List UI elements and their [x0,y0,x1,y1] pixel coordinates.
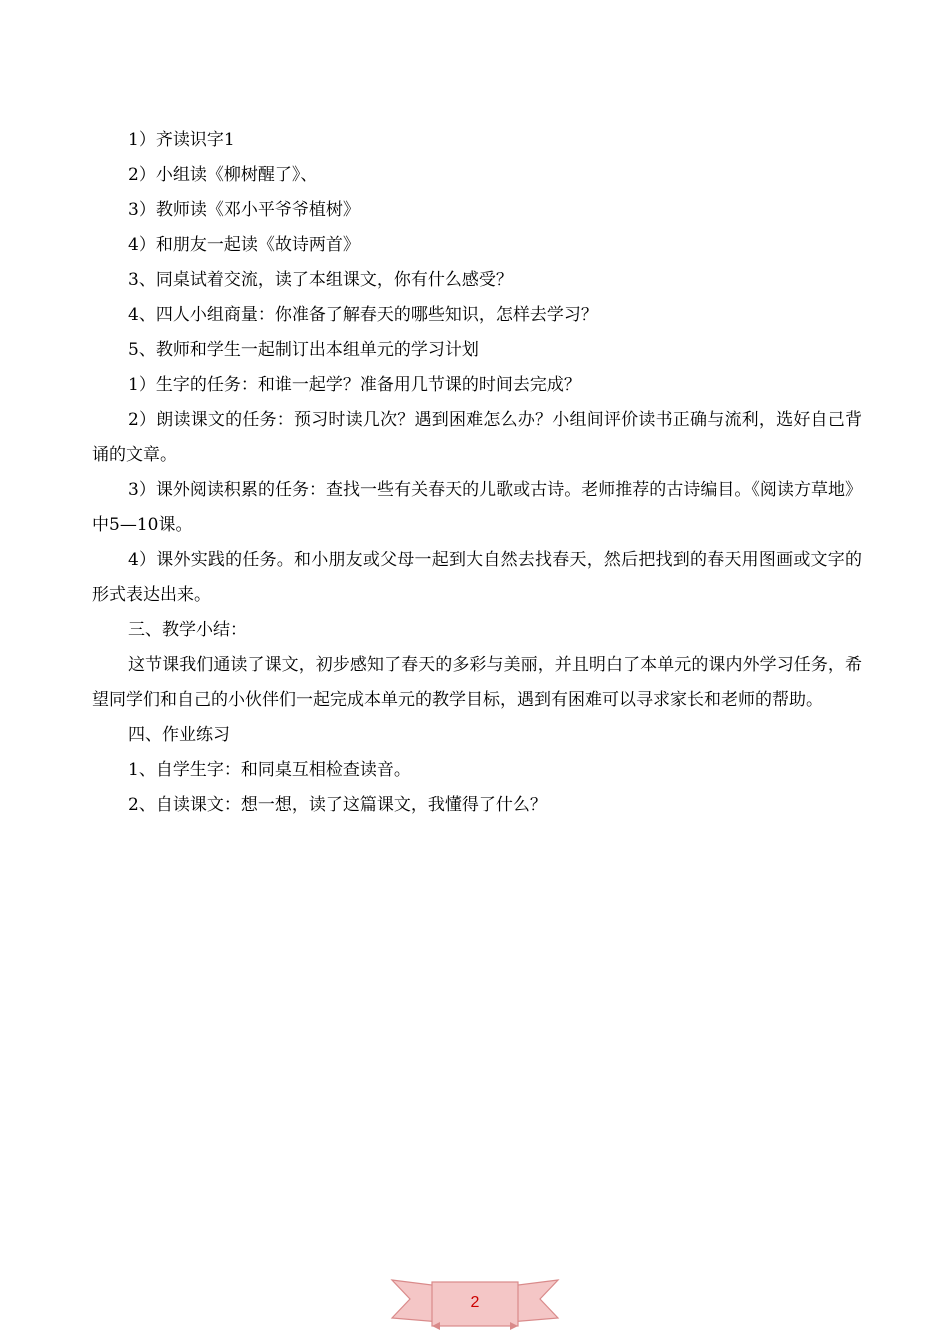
paragraph: 4）课外实践的任务。和小朋友或父母一起到大自然去找春天，然后把找到的春天用图画或文字的形式表达出来。 [92,550,862,605]
page-number: 2 [470,1294,480,1311]
paragraph: 4、四人小组商量：你准备了解春天的哪些知识，怎样去学习？ [128,305,598,325]
section-heading: 四、作业练习 [128,725,230,745]
document-body [92,123,862,823]
section-heading: 三、教学小结： [128,620,247,640]
paragraph: 2）朗读课文的任务：预习时读几次？遇到困难怎么办？小组间评价读书正确与流利，选好自己背诵的文章。 [92,410,862,465]
paragraph: 3）课外阅读积累的任务：查找一些有关春天的儿歌或古诗。老师推荐的古诗编目。《阅读方草地》中5—10课。 [92,480,862,535]
paragraph: 3）教师读《邓小平爷爷植树》 [128,200,360,220]
paragraph: 4）和朋友一起读《故诗两首》 [128,235,360,255]
page-footer [388,1272,562,1332]
paragraph: 1）齐读识字1 [128,130,235,150]
paragraph: 2、自读课文：想一想，读了这篇课文，我懂得了什么？ [128,795,547,815]
paragraph: 1、自学生字：和同桌互相检查读音。 [128,760,411,780]
paragraph: 这节课我们通读了课文，初步感知了春天的多彩与美丽，并且明白了本单元的课内外学习任务，希望同学们和自己的小伙伴们一起完成本单元的教学目标，遇到有困难可以寻求家长和老师的帮助。 [92,655,862,710]
paragraph: 2）小组读《柳树醒了》、 [128,165,318,185]
paragraph: 3、同桌试着交流，读了本组课文，你有什么感受？ [128,270,513,290]
paragraph: 1）生字的任务：和谁一起学？准备用几节课的时间去完成？ [128,375,581,395]
paragraph: 5、教师和学生一起制订出本组单元的学习计划 [128,340,479,360]
